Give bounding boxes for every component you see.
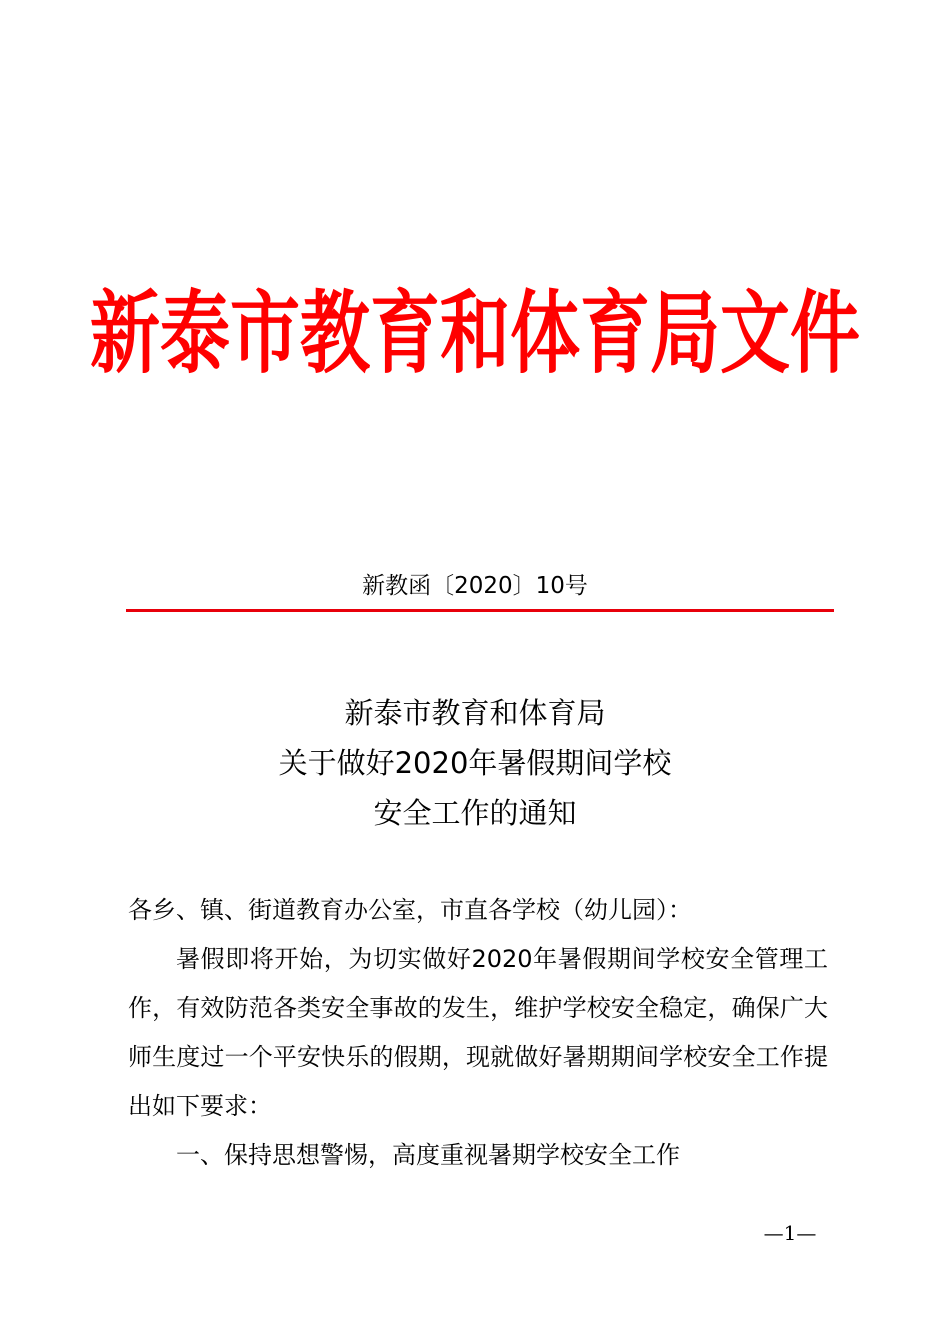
document-number: 新教函〔2020〕10号 [362, 573, 588, 599]
red-separator-line [126, 609, 834, 612]
salutation: 各乡、镇、街道教育办公室，市直各学校（幼儿园）： [128, 896, 692, 924]
masthead-title: 新泰市教育和体育局文件 [90, 281, 860, 387]
body-paragraph: 暑假即将开始，为切实做好2020年暑假期间学校安全管理工作，有效防范各类安全事故的发生，维护学校安全稳定，确保广大师生度过一个平安快乐的假期，现就做好暑期期间学校安全工作提出如下要求： [128, 945, 828, 1120]
notice-title [0, 688, 950, 838]
page-number: —1— [763, 1221, 817, 1245]
notice-title-line-1: 新泰市教育和体育局 [344, 696, 606, 730]
notice-title-line-3: 安全工作的通知 [373, 796, 577, 830]
notice-title-line-2: 关于做好2020年暑假期间学校 [278, 746, 672, 780]
notice-body [128, 886, 828, 1180]
section-heading: 一、保持思想警惕，高度重视暑期学校安全工作 [176, 1141, 680, 1169]
